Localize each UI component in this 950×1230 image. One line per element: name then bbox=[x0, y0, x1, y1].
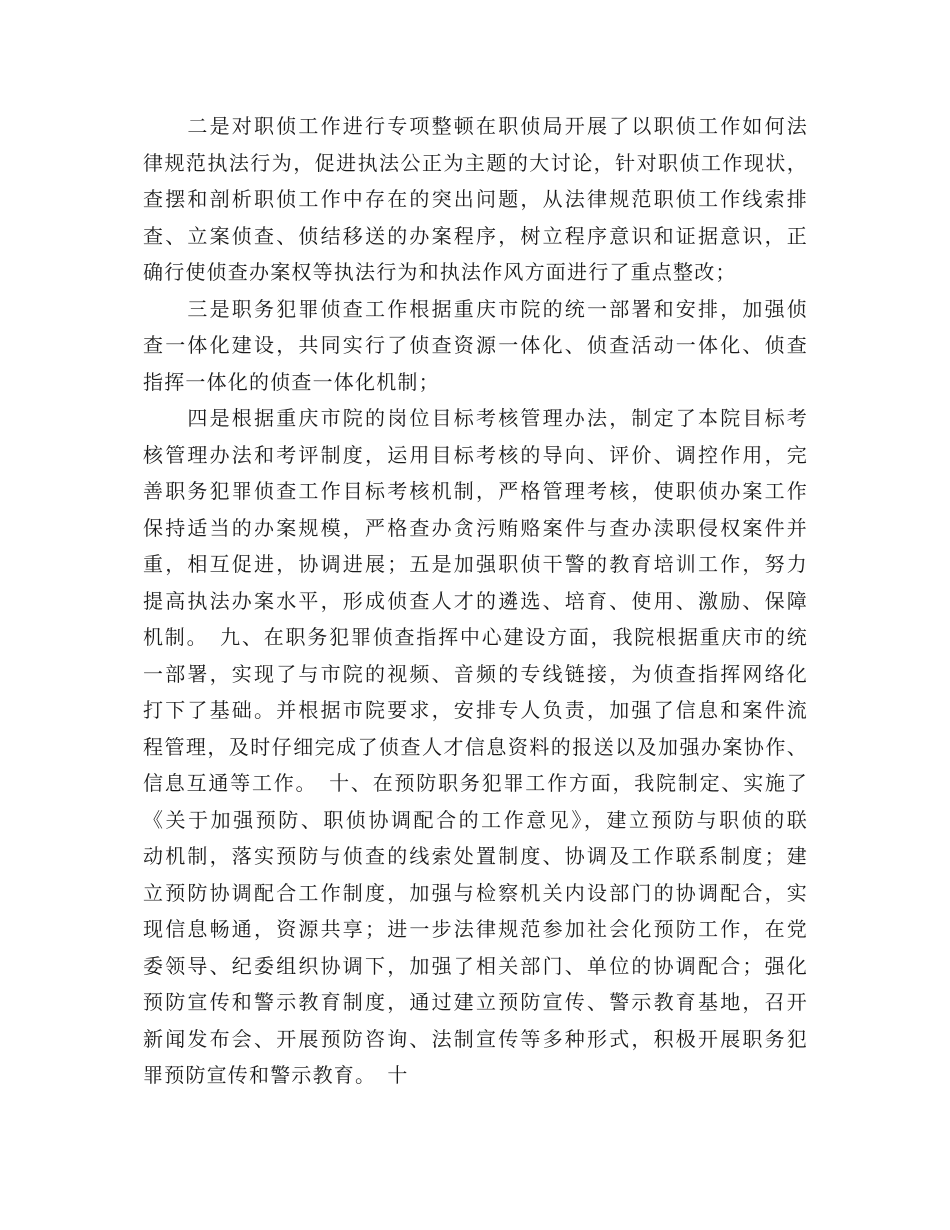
text-line: 重，相互促进，协调进展；五是加强职侦干警的教育培训工作，努力 bbox=[143, 552, 808, 576]
paragraph-3 bbox=[143, 291, 808, 401]
text-line: 机制。 九、在职务犯罪侦查指挥中心建设方面，我院根据重庆市的统 bbox=[143, 625, 808, 649]
text-line: 四是根据重庆市院的岗位目标考核管理办法，制定了本院目标考 bbox=[143, 406, 808, 430]
text-line: 预防宣传和警示教育制度，通过建立预防宣传、警示教育基地，召开 bbox=[143, 990, 808, 1014]
text-line: 程管理，及时仔细完成了侦查人才信息资料的报送以及加强办案协作、 bbox=[143, 734, 808, 759]
text-line: 指挥一体化的侦查一体化机制； bbox=[143, 369, 440, 394]
text-line: 动机制，落实预防与侦查的线索处置制度、协调及工作联系制度；建 bbox=[143, 844, 808, 868]
text-line: 二是对职侦工作进行专项整顿在职侦局开展了以职侦工作如何法 bbox=[143, 114, 808, 138]
text-line: 提高执法办案水平，形成侦查人才的遴选、培育、使用、激励、保障 bbox=[143, 588, 808, 613]
text-line: 三是职务犯罪侦查工作根据重庆市院的统一部署和安排，加强侦 bbox=[143, 296, 808, 321]
text-line: 罪预防宣传和警示教育。 十 bbox=[143, 1063, 409, 1087]
paragraph-2 bbox=[143, 108, 808, 291]
text-line: 一部署，实现了与市院的视频、音频的专线链接，为侦查指挥网络化 bbox=[143, 661, 808, 686]
text-line: 核管理办法和考评制度，运用目标考核的导向、评价、调控作用，完 bbox=[143, 442, 808, 467]
text-line: 打下了基础。并根据市院要求，安排专人负责，加强了信息和案件流 bbox=[143, 698, 808, 722]
text-line: 查一体化建设，共同实行了侦查资源一体化、侦查活动一体化、侦查 bbox=[143, 333, 808, 357]
text-line: 确行使侦查办案权等执法行为和执法作风方面进行了重点整改； bbox=[143, 260, 737, 284]
text-line: 律规范执法行为，促进执法公正为主题的大讨论，针对职侦工作现状， bbox=[143, 150, 808, 175]
text-line: 委领导、纪委组织协调下，加强了相关部门、单位的协调配合；强化 bbox=[143, 953, 808, 978]
text-line: 《关于加强预防、职侦协调配合的工作意见》，建立预防与职侦的联 bbox=[143, 807, 808, 832]
text-line: 保持适当的办案规模，严格查办贪污贿赂案件与查办渎职侵权案件并 bbox=[143, 515, 808, 540]
text-line: 新闻发布会、开展预防咨询、法制宣传等多种形式，积极开展职务犯 bbox=[143, 1026, 808, 1051]
text-line: 查摆和剖析职侦工作中存在的突出问题，从法律规范职侦工作线索排 bbox=[143, 187, 808, 211]
text-line: 信息互通等工作。 十、在预防职务犯罪工作方面，我院制定、实施了 bbox=[143, 771, 808, 795]
document-body bbox=[143, 108, 808, 1094]
text-line: 现信息畅通，资源共享；进一步法律规范参加社会化预防工作，在党 bbox=[143, 917, 808, 941]
text-line: 查、立案侦查、侦结移送的办案程序，树立程序意识和证据意识，正 bbox=[143, 223, 808, 248]
text-line: 立预防协调配合工作制度，加强与检察机关内设部门的协调配合，实 bbox=[143, 880, 808, 905]
text-line: 善职务犯罪侦查工作目标考核机制，严格管理考核，使职侦办案工作 bbox=[143, 479, 808, 503]
paragraph-4 bbox=[143, 400, 808, 1094]
